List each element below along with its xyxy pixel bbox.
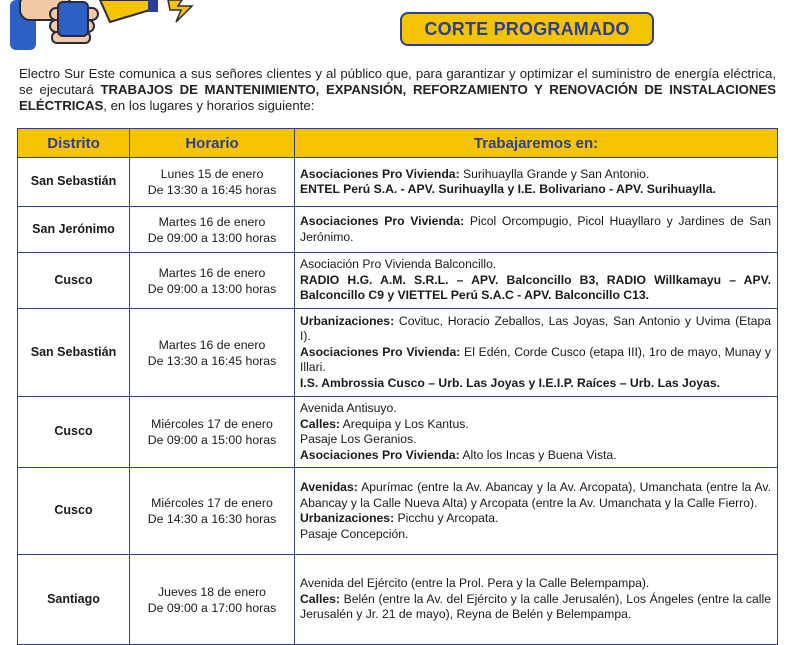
schedule-time: De 13:30 a 16:45 horas (147, 183, 277, 197)
work-line-label: Urbanizaciones: (300, 313, 395, 328)
schedule-date: Martes 16 de enero (158, 214, 266, 229)
schedule-date: Jueves 18 de enero (157, 584, 267, 599)
schedule-time: De 09:00 a 17:00 horas (147, 600, 277, 615)
work-line (300, 167, 771, 183)
schedule-cell (130, 158, 295, 207)
work-line-text: Apurímac (entre la Av. Abancay y la Av. Arcopata), Umanchata (entre la Av. Abancay y la Calle Nueva Alta) y Arcopata (entre la Av. Umanchata y la Calle Fierro). (300, 480, 771, 510)
work-line-text: Surihuaylla Grande y San Antonio. (459, 166, 650, 181)
district-cell: Cusco (18, 397, 130, 468)
district-cell: Cusco (18, 253, 130, 309)
work-line-label: Asociaciones Pro Vivienda: (300, 166, 460, 181)
district-cell: Cusco (18, 468, 130, 555)
work-line (300, 448, 771, 464)
table-header-row (18, 129, 778, 158)
lightning-icon (168, 0, 192, 22)
table-row (18, 397, 778, 468)
intro-text-bold: TRABAJOS DE MANTENIMIENTO, EXPANSIÓN, REFORZAMIENTO Y RENOVACIÓN DE INSTALACIONES ELÉCTRICAS (19, 82, 776, 113)
work-line-text: Pasaje Concepción. (300, 526, 409, 541)
work-line-text: Covituc, Horacio Zeballos, Las Joyas, San Antonio y Uvima (Etapa I). (300, 313, 771, 344)
intro-text-start: Electro Sur Este comunica a sus señores clientes y al público que, para garantizar y optimizar el suministro de energía eléctrica, se ejecutará (19, 66, 776, 97)
work-line (300, 432, 771, 448)
work-line-label: Calles: (300, 591, 340, 606)
table-row (18, 207, 778, 253)
work-line-text: Pasaje Los Geranios. (300, 432, 417, 446)
district-cell: San Sebastián (18, 158, 130, 207)
work-line (300, 576, 771, 592)
work-line-text: Avenida Antisuyo. (300, 401, 397, 415)
work-line-text: I.S. Ambrossia Cusco – Urb. Las Joyas y I.E.I.P. Raíces – Urb. Las Joyas. (300, 375, 720, 390)
table-row (18, 309, 778, 397)
district-cell: San Sebastián (18, 309, 130, 397)
work-line-label: Asociaciones Pro Vivienda: (300, 447, 460, 462)
work-line (300, 527, 771, 543)
table-row (18, 253, 778, 309)
work-line-text: Picchu y Arcopata. (394, 511, 499, 525)
intro-paragraph (19, 66, 776, 114)
work-line-text: Picol Orcompugio, Picol Huayllaro y Jardines de San Jerónimo. (300, 214, 771, 244)
work-line-text: ENTEL Perú S.A. - APV. Surihuaylla y I.E. Bolivariano - APV. Surihuaylla. (300, 182, 716, 196)
column-header-schedule: Horario (130, 129, 295, 158)
schedule-cell (130, 397, 295, 468)
work-line-text: Arequipa y Los Kantus. (339, 416, 469, 431)
works-cell (295, 158, 778, 207)
table-row (18, 468, 778, 555)
work-line (300, 273, 771, 304)
megaphone-hand-illustration (0, 0, 260, 60)
work-line (300, 345, 771, 376)
work-line (300, 182, 771, 198)
work-line-text: Asociación Pro Vivienda Balconcillo. (300, 257, 497, 272)
schedule-time: De 14:30 a 16:30 horas (147, 512, 277, 526)
schedule-date: Martes 16 de enero (158, 337, 266, 352)
work-line-label: Asociaciones Pro Vivienda: (300, 214, 465, 228)
work-line (300, 214, 771, 245)
work-line (300, 511, 771, 527)
schedule-cell (130, 207, 295, 253)
schedule-time: De 09:00 a 13:00 horas (147, 230, 277, 245)
column-header-works: Trabajaremos en: (295, 129, 778, 158)
schedule-date: Lunes 15 de enero (160, 167, 264, 181)
schedule-date: Martes 16 de enero (158, 265, 266, 280)
schedule-date: Miércoles 17 de enero (151, 496, 273, 510)
work-line-label: Urbanizaciones: (300, 511, 395, 525)
schedule-time: De 09:00 a 15:00 horas (147, 433, 277, 447)
district-cell: San Jerónimo (18, 207, 130, 253)
outage-schedule-table (17, 128, 778, 645)
works-cell (295, 207, 778, 253)
intro-text-end: , en los lugares y horarios siguiente: (103, 98, 315, 113)
works-cell (295, 309, 778, 397)
work-line-text: Alto los Incas y Buena Vista. (459, 447, 617, 462)
work-line-text: Belén (entre la Av. del Ejército y la calle Jerusalén), Los Ángeles (entre la calle Jerusalén y Jr. 21 de mayo), Reyna de Belén y Belempampa. (300, 591, 771, 622)
schedule-time: De 09:00 a 13:00 horas (147, 281, 277, 296)
schedule-date: Miércoles 17 de enero (151, 417, 273, 431)
work-line (300, 592, 771, 623)
schedule-cell (130, 309, 295, 397)
column-header-district: Distrito (18, 129, 130, 158)
schedule-cell (130, 253, 295, 309)
work-line-text: RADIO H.G. A.M. S.R.L. – APV. Balconcillo B3, RADIO Willkamayu – APV. Balconcillo C9 y VIETTEL Perú S.A.C - APV. Balconcillo C13. (300, 272, 771, 303)
work-line (300, 401, 771, 417)
district-cell: Santiago (18, 555, 130, 645)
work-line-text: Avenida del Ejército (entre la Prol. Pera y la Calle Belempampa). (300, 576, 650, 591)
works-cell (295, 468, 778, 555)
work-line-text: El Edén, Corde Cusco (etapa III), 1ro de mayo, Munay y Illari. (300, 344, 771, 375)
scheduled-outage-badge: CORTE PROGRAMADO (400, 12, 654, 46)
hand-icon (10, 0, 98, 50)
schedule-cell (130, 468, 295, 555)
work-line-label: Asociaciones Pro Vivienda: (300, 344, 461, 359)
work-line (300, 376, 771, 392)
works-cell (295, 253, 778, 309)
table-row (18, 158, 778, 207)
work-line (300, 257, 771, 273)
work-line (300, 417, 771, 433)
work-line-label: Avenidas: (300, 480, 358, 494)
work-line (300, 480, 771, 511)
megaphone-icon (100, 0, 158, 22)
work-line (300, 314, 771, 345)
schedule-time: De 13:30 a 16:45 horas (147, 353, 277, 368)
work-line-label: Calles: (300, 416, 340, 431)
works-cell (295, 397, 778, 468)
